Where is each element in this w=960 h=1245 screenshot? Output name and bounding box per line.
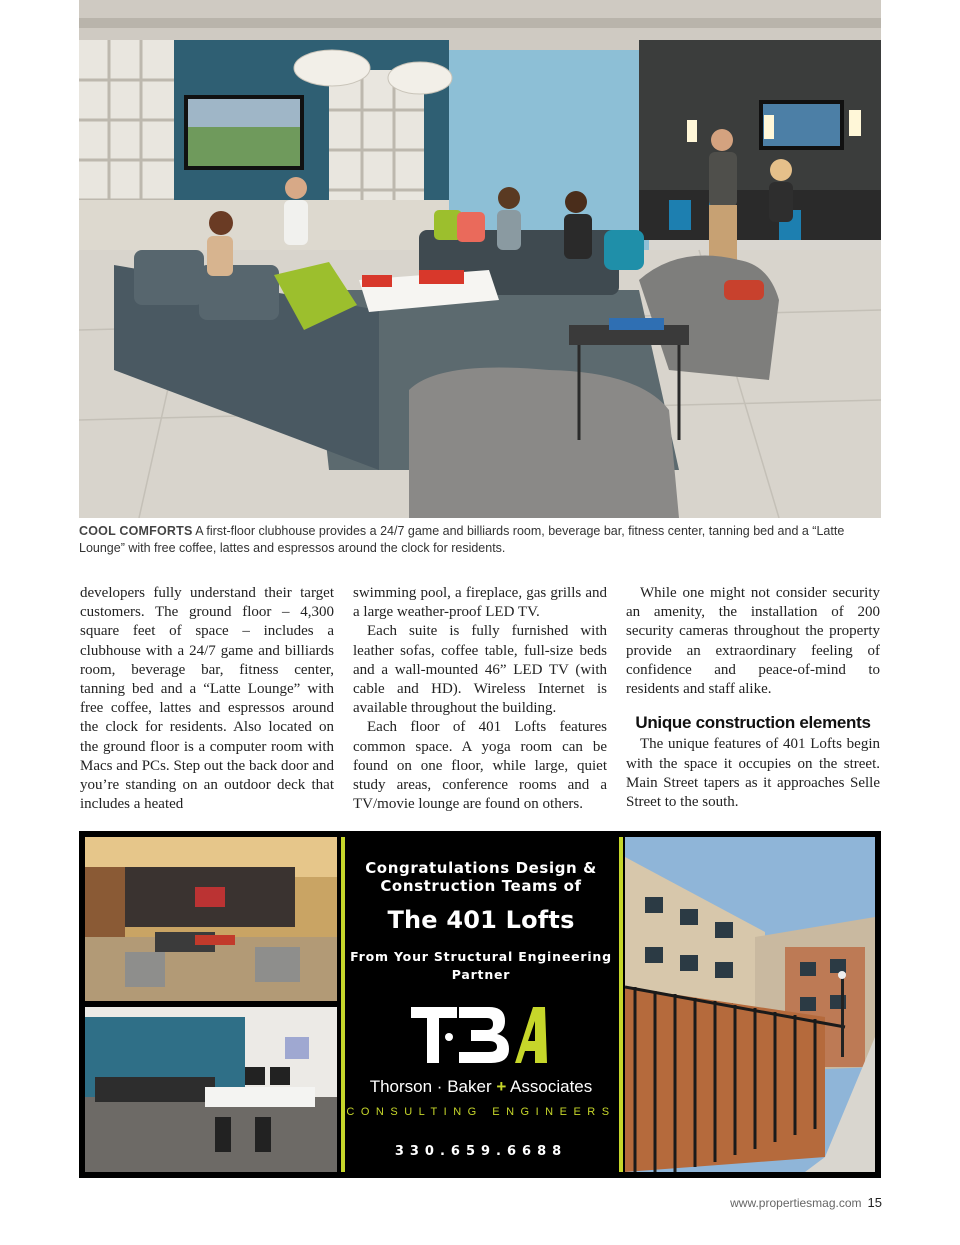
ad-title: The 401 Lofts — [387, 906, 575, 934]
ad-from-line: From Your Structural Engineering Partner — [350, 949, 612, 982]
ad-company-part-b: Associates — [506, 1077, 593, 1096]
article-column-3 — [626, 584, 880, 812]
page-footer — [730, 1195, 882, 1210]
paragraph: developers fully understand their target customers. The ground floor – 4,300 square feet of space – includes a clubhouse with a 24/7 game and billiards room, beverage bar, fitness center, tanning bed and a “Latte Lounge” with free coffee, lattes and espressos around the clock for residents. Also located on the ground floor is a computer room with Macs and PCs. Step out the back door and you’re standing on an outdoor deck that includes a heated — [80, 585, 334, 813]
ad-photo-computer-room — [85, 1007, 337, 1172]
paragraph: Each suite is fully furnished with leather sofas, coffee table, full-size beds and a wall-mounted 46” LED TV (with cable and HD). Wireless Internet is available throughout the building. — [353, 623, 607, 717]
ad-company-part-a: Thorson · Baker — [369, 1077, 497, 1096]
page-number: 15 — [867, 1195, 882, 1210]
clubhouse-illustration — [79, 0, 881, 518]
paragraph: The unique features of 401 Lofts begin with the space it occupies on the street. Main Street tapers as it approaches Selle Street to the south. — [626, 736, 880, 811]
article-column-1 — [80, 584, 334, 814]
paragraph: While one might not consider security an amenity, the installation of 200 security cameras throughout the property provide an extraordinary feeling of confidence and peace-of-mind to residents and staff alike. — [626, 585, 880, 698]
photo-caption — [79, 523, 884, 557]
article-column-2 — [353, 584, 607, 814]
section-subhead: Unique construction elements — [635, 713, 871, 733]
caption-text: A first-floor clubhouse provides a 24/7 game and billiards room, beverage bar, fitness center, tanning bed and a “Latte Lounge” with free coffee, lattes and espressos around the clock for residents. — [79, 524, 845, 555]
caption-lead: COOL COMFORTS — [79, 524, 193, 538]
ad-company-name — [341, 1077, 621, 1097]
tba-logo — [409, 1003, 549, 1071]
footer-url[interactable]: www.propertiesmag.com — [730, 1196, 862, 1210]
ad-company-plus: + — [496, 1077, 507, 1096]
ad-subtitle: CONSULTING ENGINEERS — [346, 1106, 616, 1118]
paragraph: Each floor of 401 Lofts features common space. A yoga room can be found on one floor, while large, quiet study areas, conference rooms and a TV/movie lounge are found on others. — [353, 719, 607, 813]
tba-logo-graphic — [409, 1003, 549, 1067]
ad-photo-lounge — [85, 837, 337, 1001]
ad-congrats: Congratulations Design & Construction Teams of — [365, 859, 597, 895]
ad-photo-building-exterior — [625, 837, 875, 1172]
ad-phone: 330.659.6688 — [394, 1144, 568, 1159]
advertisement — [79, 831, 881, 1178]
hero-photo-clubhouse — [79, 0, 881, 518]
ad-text-panel — [341, 831, 621, 1178]
paragraph: swimming pool, a fireplace, gas grills and a large weather-proof LED TV. — [353, 585, 607, 621]
